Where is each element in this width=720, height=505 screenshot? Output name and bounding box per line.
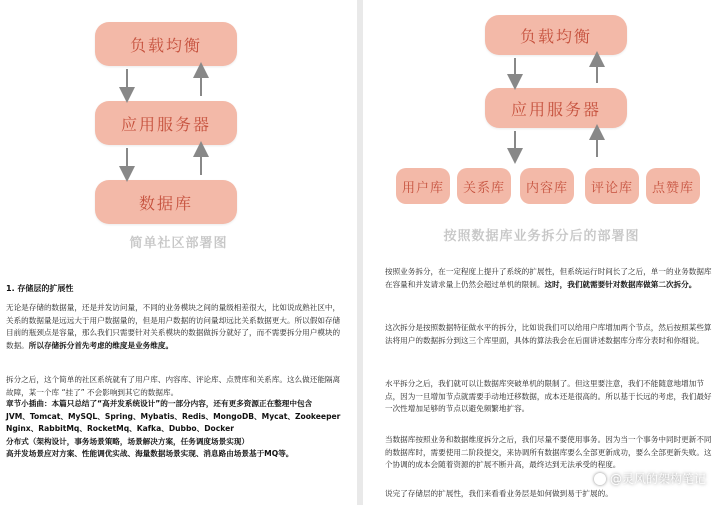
- paragraph-1: 按照业务拆分，在一定程度上提升了系统的扩展性，但系统运行时间长了之后，单一的业务数据库在容量和并发请求量上仍然会超过单机的限制。这时，我们就需要针对数据库做第二次拆分。: [385, 267, 712, 289]
- promo-line: 章节小插曲：本篇只总结了“高并发系统设计”的一部分内容，还有更多资源正在整理中包含: [6, 399, 313, 408]
- promo-block: [6, 398, 351, 461]
- promo-line: 分布式（架构设计，事务场景策略，场景解决方案，任务调度场景实现）: [6, 436, 249, 446]
- paragraph-4: 当数据库按照业务和数据维度拆分之后，我们尽量不要使用事务。因为当一个事务中同时更新不同的数据库时，需要使用二阶段提交，来协调所有数据库要么全部更新成功，要么全部更新失败。这个协调的成本会随着资源的扩展不断升高，最终达到无法承受的程度。: [385, 435, 712, 469]
- paragraph-1: 无论是存储的数据量，还是并发访问量，不同的业务模块之间的量级相差很大，比如说成熟社区中，关系的数据量是远远大于用户数据量的，但是用户数据的访问量却远比关系数据更大。所以假如存储目前的瓶颈点是容量，那么我们只需要针对关系模块的数据做拆分就好了，而不需要拆分用户模块的数据。所以存储拆分首先考虑的维度是业务维度。: [6, 303, 341, 350]
- watermark: [594, 470, 706, 487]
- diagram-arrows: [363, 0, 720, 240]
- load-balancer-box: 负载均衡: [485, 15, 627, 55]
- load-balancer-box: 负载均衡: [95, 22, 237, 66]
- right-page: [363, 0, 720, 505]
- db-box-like: 点赞库: [646, 168, 700, 204]
- diagram-caption: 按照数据库业务拆分后的部署图: [443, 229, 640, 244]
- promo-line: 高并发场景应对方案、性能调优实战、海量数据场景实现、消息路由场景基于MQ等。: [6, 449, 294, 458]
- left-page: [0, 0, 357, 505]
- paragraph-3: 水平拆分之后，我们就可以让数据库突破单机的限制了。但这里要注意，我们不能随意地增加节点，因为一旦增加节点就需要手动地迁移数据，成本还是很高的。所以基于长远的考虑，我们最好一次性增加足够的节点以避免频繁地扩容。: [385, 379, 712, 413]
- paragraph-2: 这次拆分是按照数据特征做水平的拆分，比如说我们可以给用户库增加两个节点，然后按照某些算法将用户的数据拆分到这三个库里面，具体的算法我会在后面讲述数据库分库分表时和你细说。: [385, 323, 712, 345]
- section-heading: 1. 存储层的扩展性: [6, 284, 74, 293]
- paragraph-2: 拆分之后，这个简单的社区系统就有了用户库、内容库、评论库、点赞库和关系库。这么做还能隔离故障，某一个库 “挂了” 不会影响到其它的数据库。: [6, 375, 341, 397]
- watermark-logo-icon: [594, 473, 606, 485]
- app-server-box: 应用服务器: [485, 88, 627, 128]
- promo-line: JVM、Tomcat、MySQL、Spring、Mybatis、Redis、MongoDB、Mycat、Zookeeper: [6, 411, 341, 421]
- database-box: 数据库: [95, 180, 237, 224]
- diagram-caption: 简单社区部署图: [129, 236, 228, 251]
- diagram-arrows: [0, 0, 357, 240]
- watermark-text: @灵风的架构笔记: [609, 472, 706, 486]
- db-box-content: 内容库: [520, 168, 574, 204]
- app-server-box: 应用服务器: [95, 101, 237, 145]
- db-box-comment: 评论库: [585, 168, 639, 204]
- paragraph-5: 说完了存储层的扩展性，我们来看看业务层是如何做到易于扩展的。: [385, 489, 613, 498]
- db-box-user: 用户库: [396, 168, 450, 204]
- db-box-relation: 关系库: [457, 168, 511, 204]
- promo-line: Nginx、RabbitMq、RocketMq、Kafka、Dubbo、Docker: [6, 424, 234, 433]
